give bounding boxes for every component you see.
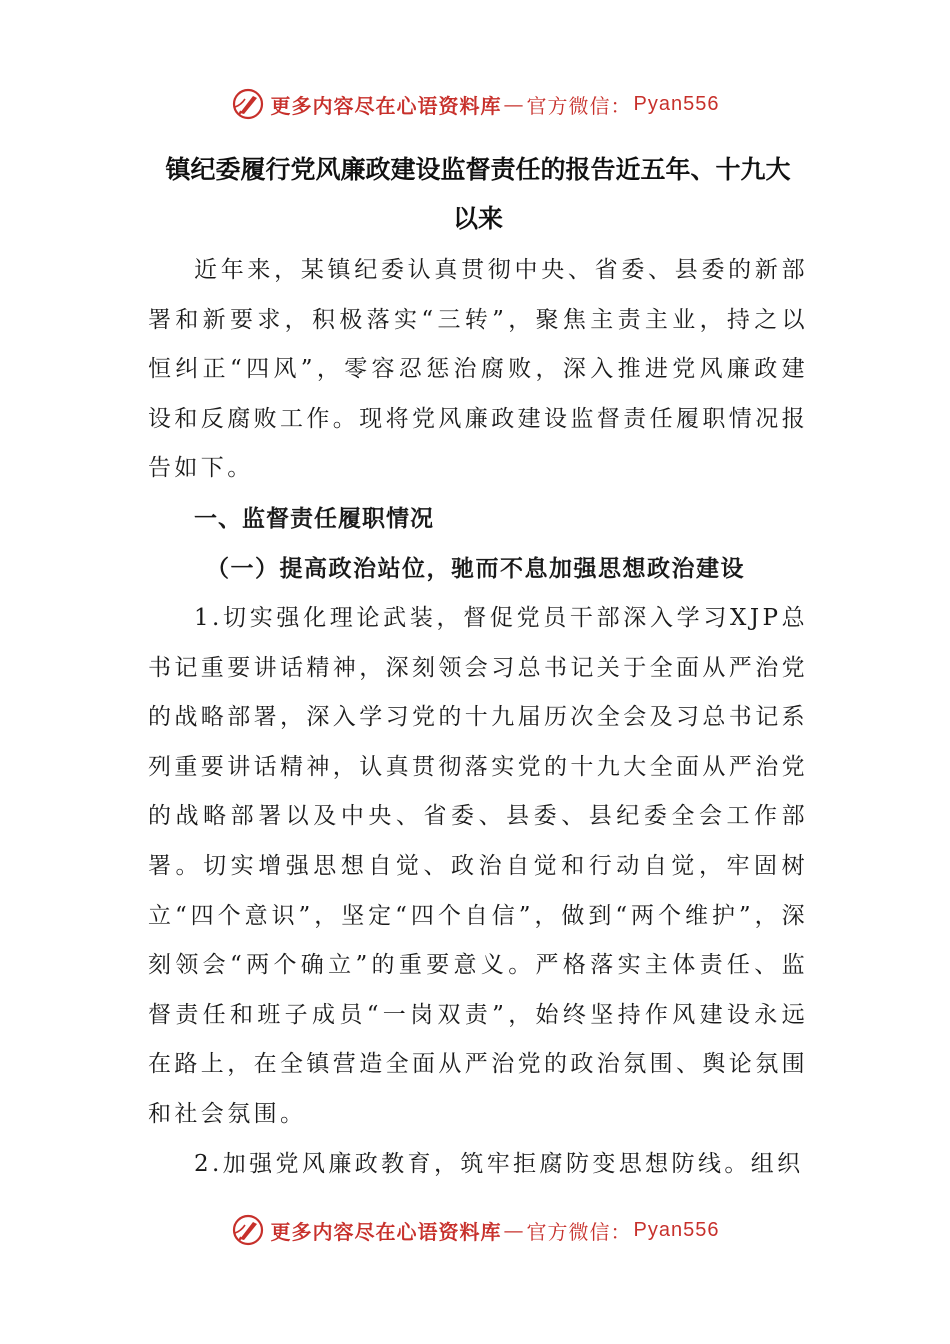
watermark-banner-top — [0, 84, 950, 124]
item-2-paragraph: 2.加强党风廉政教育，筑牢拒腐防变思想防线。组织 — [194, 1150, 804, 1177]
watermark-banner-bottom — [0, 1210, 950, 1250]
intro-paragraph: 近年来，某镇纪委认真贯彻中央、省委、县委的新部署和新要求，积极落实“三转”，聚焦主责主业，持之以恒纠正“四风”，零容忍惩治腐败，深入推进党风廉政建设和反腐败工作。现将党风廉政建设监督责任履职情况报告如下。 — [148, 257, 808, 482]
watermark-official-label: 官方微信： — [526, 93, 632, 118]
section-heading: 一、监督责任履职情况 — [194, 505, 434, 532]
watermark-wechat-id: Pyan556 — [633, 1218, 720, 1241]
document-body — [148, 246, 808, 1189]
watermark-separator: — — [503, 92, 525, 116]
watermark-wechat-id: Pyan556 — [633, 92, 720, 115]
watermark-brand: 更多内容尽在心语资料库 — [270, 1219, 502, 1244]
watermark-separator: — — [503, 1218, 525, 1242]
watermark-brand: 更多内容尽在心语资料库 — [270, 93, 502, 118]
document-title-line2: 以来 — [452, 204, 503, 233]
document-title-line1: 镇纪委履行党风廉政建设监督责任的报告近五年、十九大 — [165, 155, 791, 184]
quill-pen-logo-icon — [231, 87, 265, 121]
item-1-paragraph: 1.切实强化理论武装，督促党员干部深入学习XJP总书记重要讲话精神，深刻领会习总书记关于全面从严治党的战略部署，深入学习党的十九届历次全会及习总书记系列重要讲话精神，认真贯彻落实党的十九大全面从严治党的战略部署以及中央、省委、县委、县纪委全会工作部署。切实增强思想自觉、政治自觉和行动自觉，牢固树立“四个意识”，坚定“四个自信”，做到“两个维护”，深刻领会“两个确立”的重要意义。严格落实主体责任、监督责任和班子成员“一岗双责”，始终坚持作风建设永远在路上，在全镇营造全面从严治党的政治氛围、舆论氛围和社会氛围。 — [148, 604, 808, 1127]
watermark-official-label: 官方微信： — [526, 1219, 632, 1244]
subsection-heading: （一）提高政治站位，驰而不息加强思想政治建设 — [206, 554, 745, 582]
quill-pen-logo-icon — [231, 1213, 265, 1247]
